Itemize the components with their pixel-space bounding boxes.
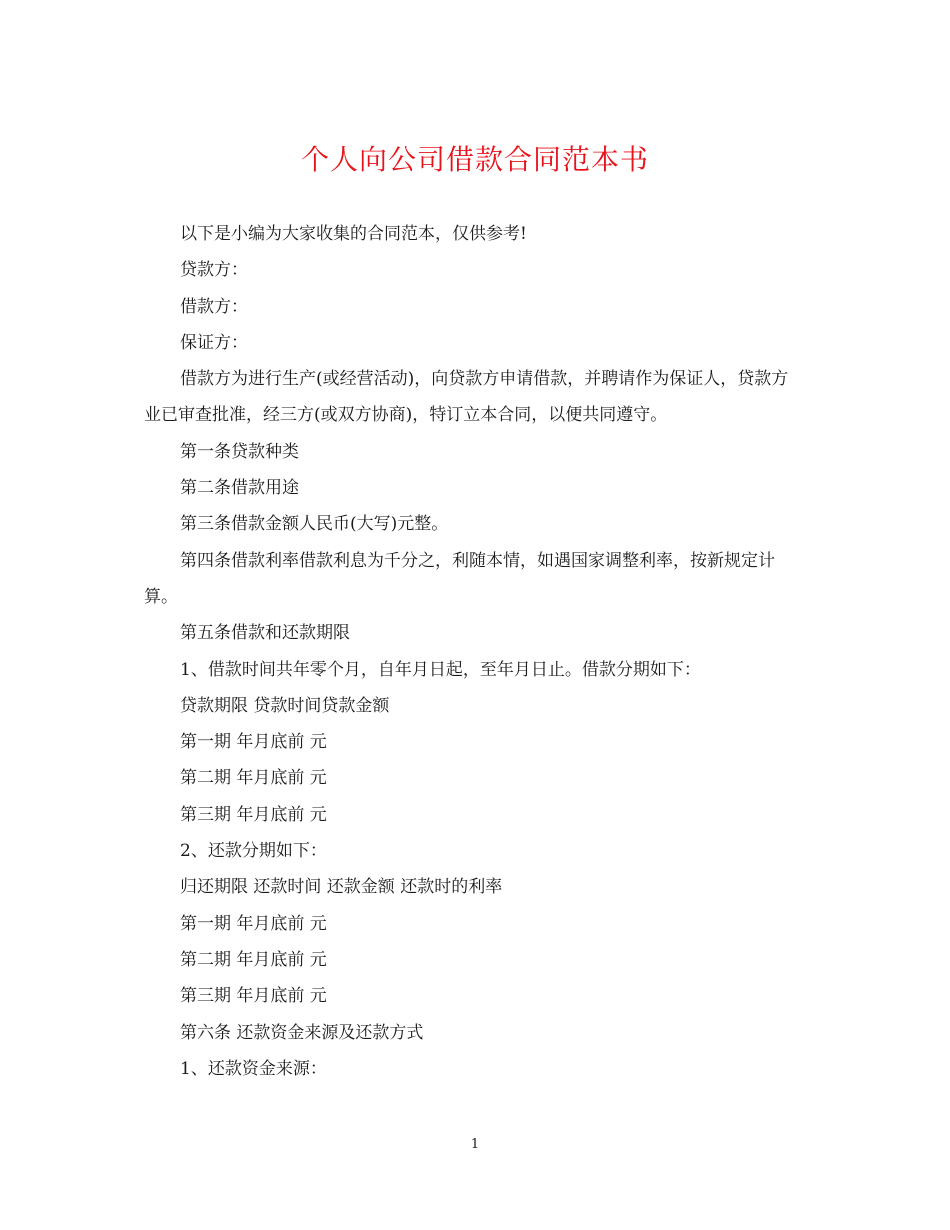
paragraph-loan-schedule-header: 贷款期限 贷款时间贷款金额	[180, 695, 390, 716]
paragraph-repayment-schedule-row: 第三期 年月底前 元	[180, 986, 327, 1007]
paragraph-article-1: 第一条贷款种类	[180, 441, 299, 462]
paragraph-loan-term: 1、借款时间共年零个月，自年月日起，至年月日止。借款分期如下：	[180, 659, 701, 680]
paragraph-borrower: 借款方：	[180, 296, 248, 317]
paragraph-article-3: 第三条借款金额人民币(大写)元整。	[180, 514, 449, 535]
paragraph-article-2: 第二条借款用途	[180, 478, 299, 499]
paragraph-guarantor: 保证方：	[180, 332, 248, 353]
paragraph-repayment-title: 2、还款分期如下：	[180, 841, 327, 862]
paragraph-repayment-schedule-row: 第二期 年月底前 元	[180, 949, 327, 970]
paragraph-lender: 贷款方：	[180, 260, 248, 281]
paragraph-repayment-schedule-header: 归还期限 还款时间 还款金额 还款时的利率	[180, 877, 503, 898]
paragraph-loan-schedule-row: 第三期 年月底前 元	[180, 804, 327, 825]
paragraph-repayment-source: 1、还款资金来源：	[180, 1058, 327, 1079]
document-title: 个人向公司借款合同范本书	[300, 143, 649, 176]
paragraph-article-5: 第五条借款和还款期限	[180, 623, 350, 644]
paragraph-loan-schedule-row: 第一期 年月底前 元	[180, 732, 327, 753]
paragraph-repayment-schedule-row: 第一期 年月底前 元	[180, 913, 327, 934]
page-number: 1	[470, 1137, 480, 1152]
document-body	[144, 216, 804, 1087]
paragraph-article-6: 第六条 还款资金来源及还款方式	[180, 1022, 424, 1043]
paragraph-loan-schedule-row: 第二期 年月底前 元	[180, 768, 327, 789]
paragraph-article-4: 第四条借款利率借款利息为千分之，利随本情，如遇国家调整利率，按新规定计算。	[144, 550, 775, 607]
paragraph-preamble: 借款方为进行生产(或经营活动)，向贷款方申请借款，并聘请作为保证人，贷款方业已审查批准，经三方(或双方协商)，特订立本合同，以便共同遵守。	[144, 369, 789, 426]
paragraph-intro: 以下是小编为大家收集的合同范本，仅供参考!	[180, 224, 527, 244]
